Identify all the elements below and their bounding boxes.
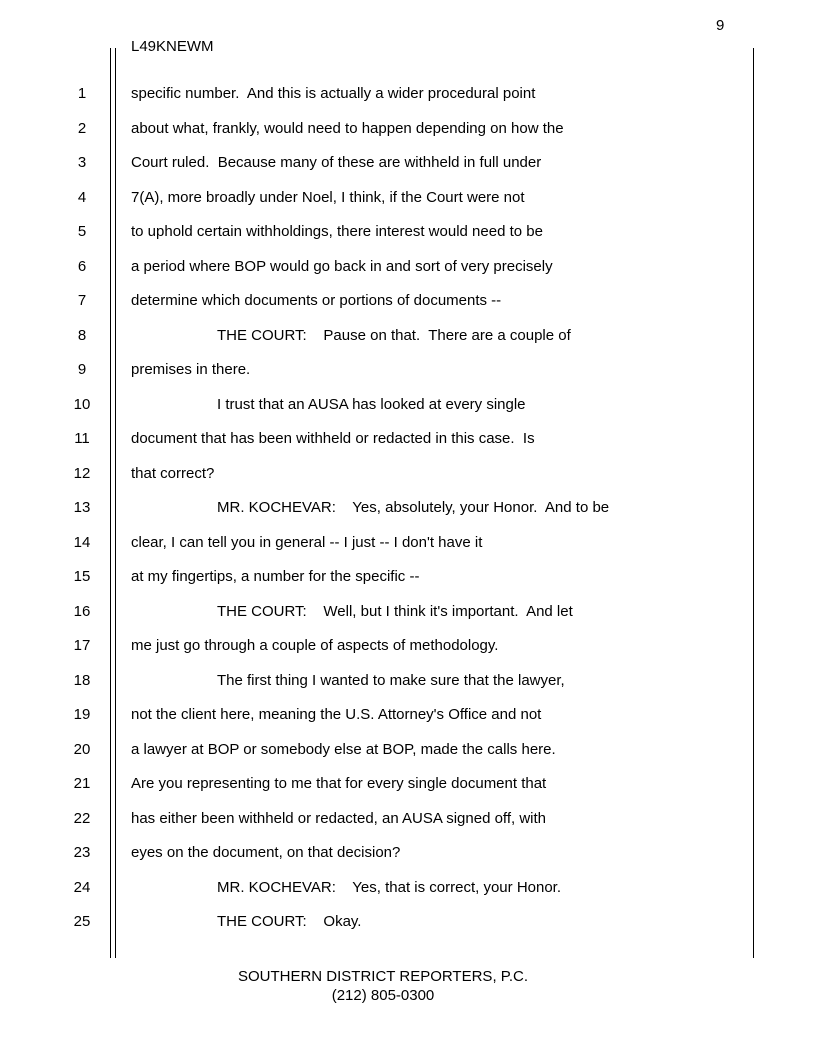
transcript-line: about what, frankly, would need to happen depending on how the bbox=[131, 119, 564, 137]
footer bbox=[208, 967, 558, 1005]
transcript-line: that correct? bbox=[131, 464, 215, 482]
line-number: 19 bbox=[73, 706, 91, 723]
line-number: 9 bbox=[77, 361, 87, 378]
left-margin-rule-outer bbox=[110, 48, 111, 958]
line-number: 5 bbox=[77, 223, 87, 240]
line-number: 24 bbox=[73, 878, 91, 896]
transcript-line: 7(A), more broadly under Noel, I think, if the Court were not bbox=[131, 188, 525, 206]
transcript-line: Court ruled. Because many of these are withheld in full under bbox=[131, 154, 542, 171]
line-number: 1 bbox=[77, 85, 87, 102]
transcript-line: Are you representing to me that for every single document that bbox=[131, 775, 547, 792]
transcript-line: MR. KOCHEVAR: Yes, that is correct, your Honor. bbox=[217, 878, 562, 896]
transcript-line: a lawyer at BOP or somebody else at BOP, made the calls here. bbox=[131, 740, 556, 758]
transcript-line: I trust that an AUSA has looked at every single bbox=[217, 395, 526, 413]
line-number: 17 bbox=[73, 637, 91, 654]
transcript-line: determine which documents or portions of documents -- bbox=[131, 292, 502, 309]
transcript-line: specific number. And this is actually a wider procedural point bbox=[131, 85, 536, 102]
line-number: 13 bbox=[73, 499, 91, 516]
footer-phone: (212) 805-0300 bbox=[331, 987, 435, 1004]
left-margin-rule-inner bbox=[115, 48, 116, 958]
page-number: 9 bbox=[716, 17, 725, 34]
transcript-line: me just go through a couple of aspects of methodology. bbox=[131, 637, 499, 654]
transcript-line: THE COURT: Okay. bbox=[217, 913, 362, 930]
line-number: 21 bbox=[73, 775, 91, 792]
transcript-line: clear, I can tell you in general -- I just -- I don't have it bbox=[131, 533, 483, 551]
line-number: 23 bbox=[73, 844, 91, 861]
transcript-line: MR. KOCHEVAR: Yes, absolutely, your Honor. And to be bbox=[217, 499, 610, 516]
transcript-line: premises in there. bbox=[131, 361, 251, 378]
line-number: 6 bbox=[77, 257, 87, 275]
line-number: 25 bbox=[73, 913, 91, 930]
line-number: 7 bbox=[77, 292, 87, 309]
transcript-line: not the client here, meaning the U.S. Attorney's Office and not bbox=[131, 706, 542, 723]
right-margin-rule bbox=[753, 48, 754, 958]
transcript-line: THE COURT: Pause on that. There are a couple of bbox=[217, 326, 571, 344]
transcript-line: at my fingertips, a number for the specific -- bbox=[131, 568, 420, 585]
transcript-line: eyes on the document, on that decision? bbox=[131, 844, 401, 861]
line-number: 8 bbox=[77, 326, 87, 344]
footer-reporter: SOUTHERN DISTRICT REPORTERS, P.C. bbox=[237, 968, 529, 985]
line-number: 11 bbox=[74, 430, 90, 447]
transcript-line: a period where BOP would go back in and sort of very precisely bbox=[131, 257, 553, 275]
transcript-line: document that has been withheld or redacted in this case. Is bbox=[131, 430, 535, 447]
line-number: 12 bbox=[73, 464, 91, 482]
line-number: 15 bbox=[73, 568, 91, 585]
transcript-line: The first thing I wanted to make sure that the lawyer, bbox=[217, 671, 565, 689]
line-number: 22 bbox=[73, 809, 91, 827]
transcript-line: to uphold certain withholdings, there interest would need to be bbox=[131, 223, 543, 240]
line-number: 10 bbox=[73, 395, 91, 413]
line-number: 2 bbox=[77, 119, 87, 137]
line-number: 3 bbox=[77, 154, 87, 171]
transcript-line: THE COURT: Well, but I think it's important. And let bbox=[217, 602, 573, 620]
line-number: 20 bbox=[73, 740, 91, 758]
line-number: 18 bbox=[73, 671, 91, 689]
line-number: 4 bbox=[77, 188, 87, 206]
line-number: 16 bbox=[73, 602, 91, 620]
transcript-line: has either been withheld or redacted, an AUSA signed off, with bbox=[131, 809, 546, 827]
line-number: 14 bbox=[73, 533, 91, 551]
case-id: L49KNEWM bbox=[131, 38, 214, 55]
